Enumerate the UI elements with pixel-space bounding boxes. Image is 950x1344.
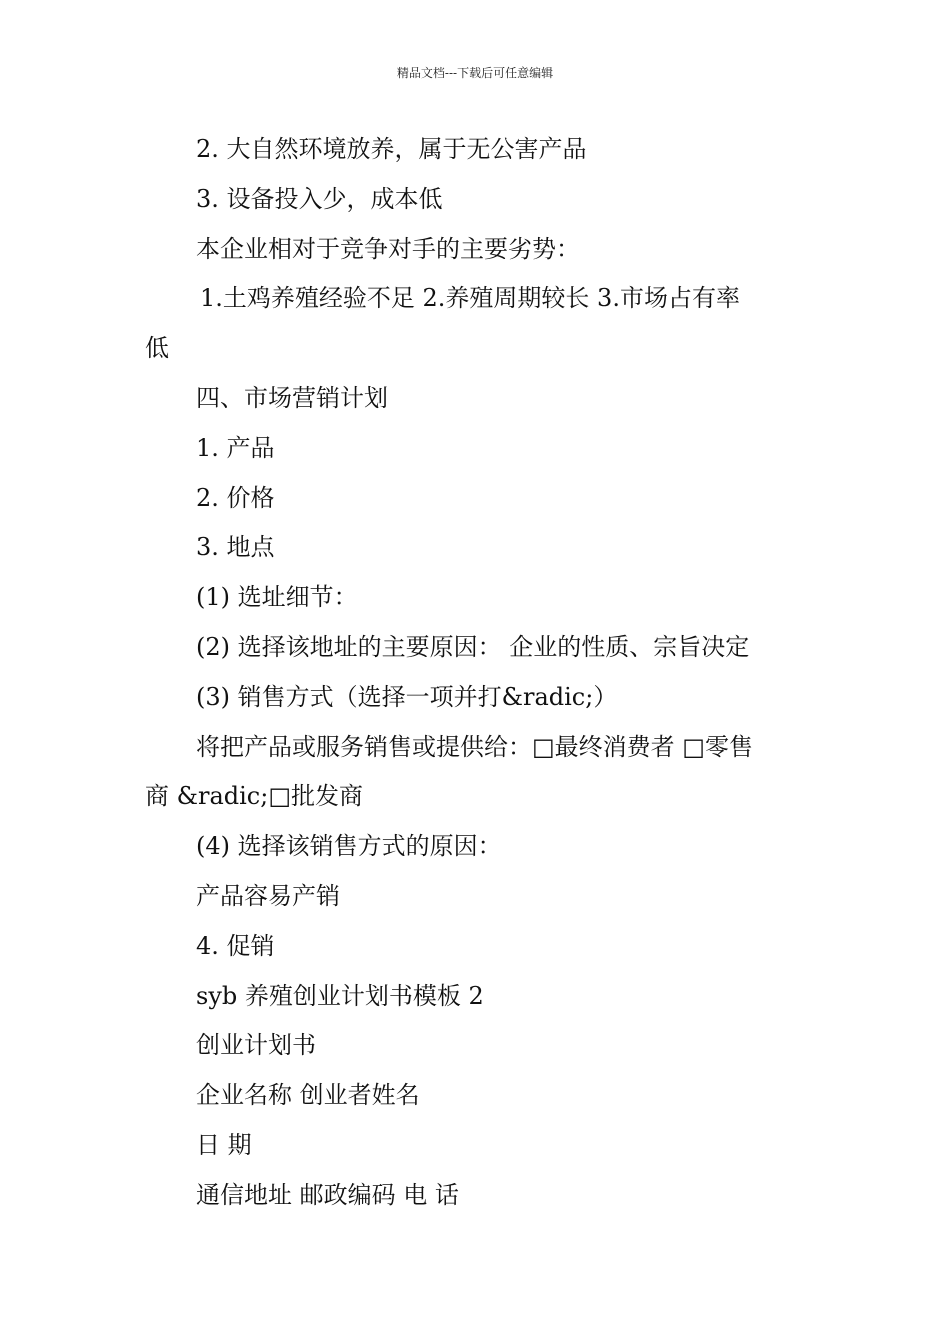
text-line: 1.土鸡养殖经验不足 2.养殖周期较长 3.市场占有率: [200, 284, 740, 313]
text-line: 3. 地点: [196, 533, 275, 562]
text-line: 本企业相对于竞争对手的主要劣势：: [196, 234, 580, 263]
text-line: 2. 价格: [196, 483, 275, 512]
text-line: 日 期: [196, 1130, 252, 1159]
text-line: (1) 选址细节：: [196, 583, 358, 612]
text-line: 产品容易产销: [196, 881, 340, 910]
text-line: 商 &radic;□批发商: [145, 782, 364, 811]
text-line: 2. 大自然环境放养，属于无公害产品: [196, 135, 587, 163]
text-line: 将把产品或服务销售或提供给：□最终消费者 □零售: [196, 732, 753, 761]
text-line: 3. 设备投入少，成本低: [196, 184, 443, 213]
text-line: syb 养殖创业计划书模板 2: [196, 981, 484, 1010]
text-line: (4) 选择该销售方式的原因：: [196, 832, 502, 861]
text-line: 企业名称 创业者姓名: [196, 1081, 420, 1110]
text-line: 1. 产品: [196, 433, 275, 462]
text-line: (3) 销售方式（选择一项并打&radic;）: [196, 682, 618, 711]
text-line: 低: [145, 334, 169, 363]
text-line: 创业计划书: [196, 1031, 316, 1060]
page-header: 精品文档---下载后可任意编辑: [396, 66, 554, 80]
text-line: 4. 促销: [196, 931, 275, 960]
text-line: (2) 选择该地址的主要原因： 企业的性质、宗旨决定: [196, 632, 750, 661]
section-heading: 四、市场营销计划: [196, 383, 388, 412]
document-body: [145, 125, 810, 1221]
text-line: 通信地址 邮政编码 电 话: [196, 1180, 459, 1209]
